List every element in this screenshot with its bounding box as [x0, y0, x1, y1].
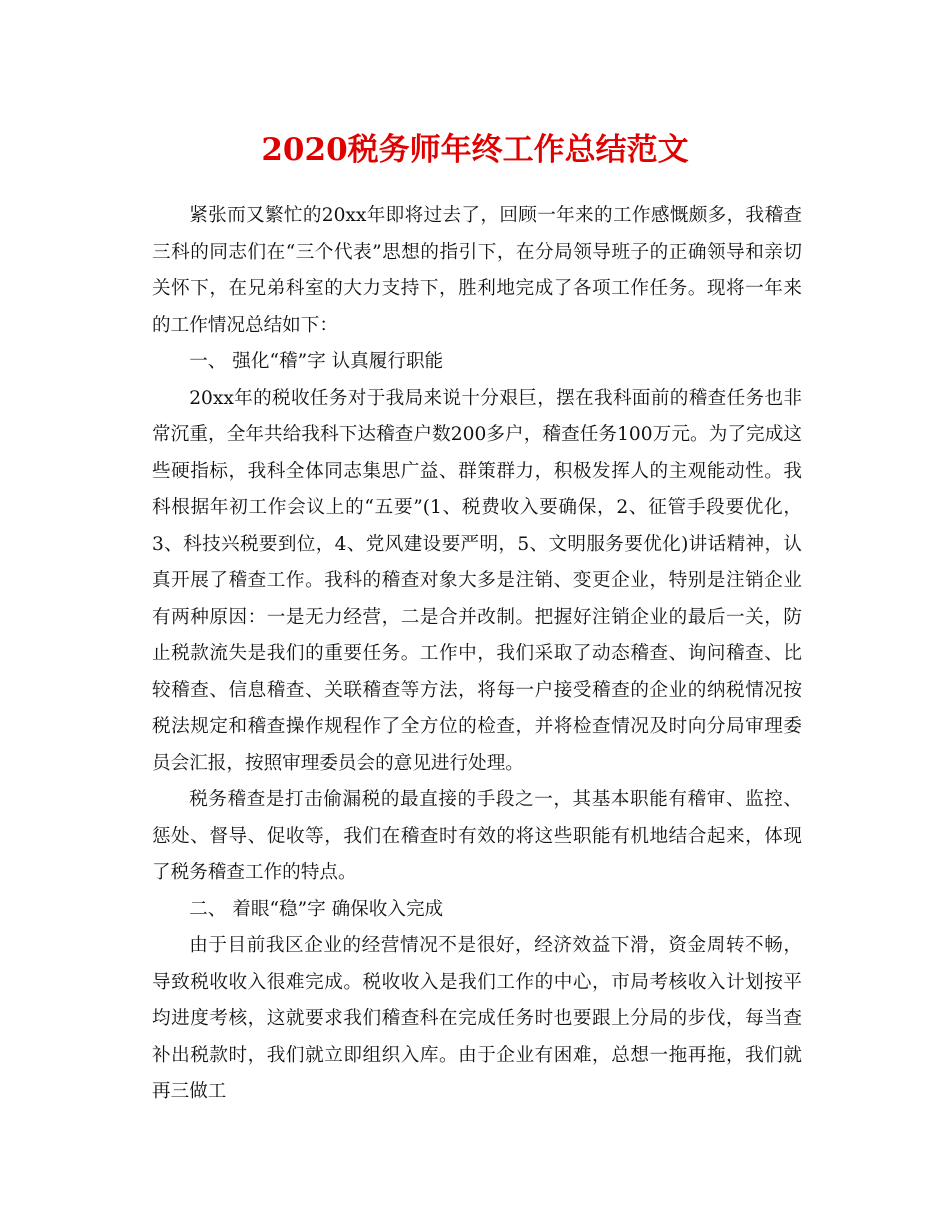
section-heading-2: 二、 着眼“稳”字 确保收入完成: [189, 898, 444, 920]
document-body: [152, 198, 802, 1111]
paragraph-section-1-b: 税务稽查是打击偷漏税的最直接的手段之一，其基本职能有稽审、监控、惩处、督导、促收等，我们在稽查时有效的将这些职能有机地结合起来，体现了税务稽查工作的特点。: [152, 789, 802, 883]
section-heading-1: 一、 强化“稽”字 认真履行职能: [189, 351, 444, 372]
paragraph-section-2: 由于目前我区企业的经营情况不是很好，经济效益下滑，资金周转不畅，导致税收收入很难完成。税收收入是我们工作的中心，市局考核收入计划按平均进度考核，这就要求我们稽查科在完成任务时也要跟上分局的步伐，每当查补出税款时，我们就立即组织入库。由于企业有困难，总想一拖再拖，我们就再三做工: [152, 935, 802, 1102]
paragraph-intro: 紧张而又繁忙的20xx年即将过去了，回顾一年来的工作感慨颇多，我稽查三科的同志们在“三个代表”思想的指引下，在分局领导班子的正确领导和亲切关怀下，在兄弟科室的大力支持下，胜利地完成了各项工作任务。现将一年来的工作情况总结如下：: [152, 205, 802, 336]
paragraph-section-1: 20xx年的税收任务对于我局来说十分艰巨，摆在我科面前的稽查任务也非常沉重，全年共给我科下达稽查户数200多户，稽查任务100万元。为了完成这些硬指标，我科全体同志集思广益、群策群力，积极发挥人的主观能动性。我科根据年初工作会议上的“五要”(1、税费收入要确保，2、征管手段要优化，3、科技兴税要到位，4、党风建设要严明，5、文明服务要优化)讲话精神，认真开展了稽查工作。我科的稽查对象大多是注销、变更企业，特别是注销企业有两种原因：一是无力经营，二是合并改制。把握好注销企业的最后一关，防止税款流失是我们的重要任务。工作中，我们采取了动态稽查、询问稽查、比较稽查、信息稽查、关联稽查等方法，将每一户接受稽查的企业的纳税情况按税法规定和稽查操作规程作了全方位的检查，并将检查情况及时向分局审理委员会汇报，按照审理委员会的意见进行处理。: [152, 387, 802, 774]
document-title: 2020税务师年终工作总结范文: [261, 132, 689, 168]
